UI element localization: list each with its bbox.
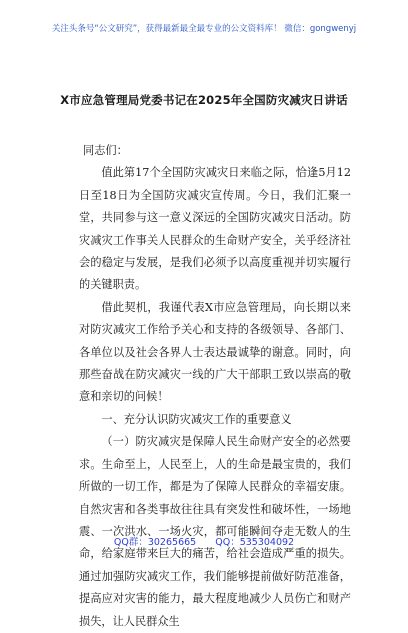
paragraph-opening: 值此第17个全国防灾减灾日来临之际，恰逢5月12日至18日为全国防灾减灾宣传周。今日，我们汇聚一堂，共同参与这一意义深远的全国防灾减灾日活动。防灾减灾工作事关人民群众的生命财产安全，关乎经济社会的稳定与发展，是我们必须予以高度重视并切实履行的关键职责。	[79, 166, 351, 292]
paragraph-thanks: 借此契机，我谨代表X市应急管理局，向长期以来对防灾减灾工作给予关心和支持的各级领导、各部门、各单位以及社会各界人士表达最诚挚的谢意。同时，向那些奋战在防灾减灾一线的广大干部职工致以崇高的敬意和亲切的问候！	[79, 300, 351, 404]
paragraph-section-1-1: （一）防灾减灾是保障人民生命财产安全的必然要求。生命至上，人民至上，人的生命是最宝贵的，我们所做的一切工作，都是为了保障人民群众的幸福安康。自然灾害和各类事故往往具有突发性和破坏性，一场地震、一次洪水、一场火灾，都可能瞬间夺走无数人的生命，给家庭带来巨大的痛苦，给社会造成严重的损失。通过加强防灾减灾工作，我们能够提前做好防范准备，提高应对灾害的能力，最大程度地减少人员伤亡和财产损失，让人民群众生	[79, 435, 351, 628]
footer-qq-number: QQ：535304092	[215, 537, 295, 548]
footer-contact	[0, 534, 408, 548]
footer-qq-group: QQ群：30265665	[113, 537, 197, 548]
header-promo-note: 关注头条号“公文研究”，获得最新最全最专业的公文资料库！ 微信：gongwenyj	[51, 24, 357, 34]
greeting: 同志们：	[83, 144, 128, 157]
document-title: X市应急管理局党委书记在2025年全国防灾减灾日讲话	[60, 93, 348, 107]
section-heading-1: 一、充分认识防灾减灾工作的重要意义	[101, 412, 292, 426]
document-body	[79, 140, 351, 633]
